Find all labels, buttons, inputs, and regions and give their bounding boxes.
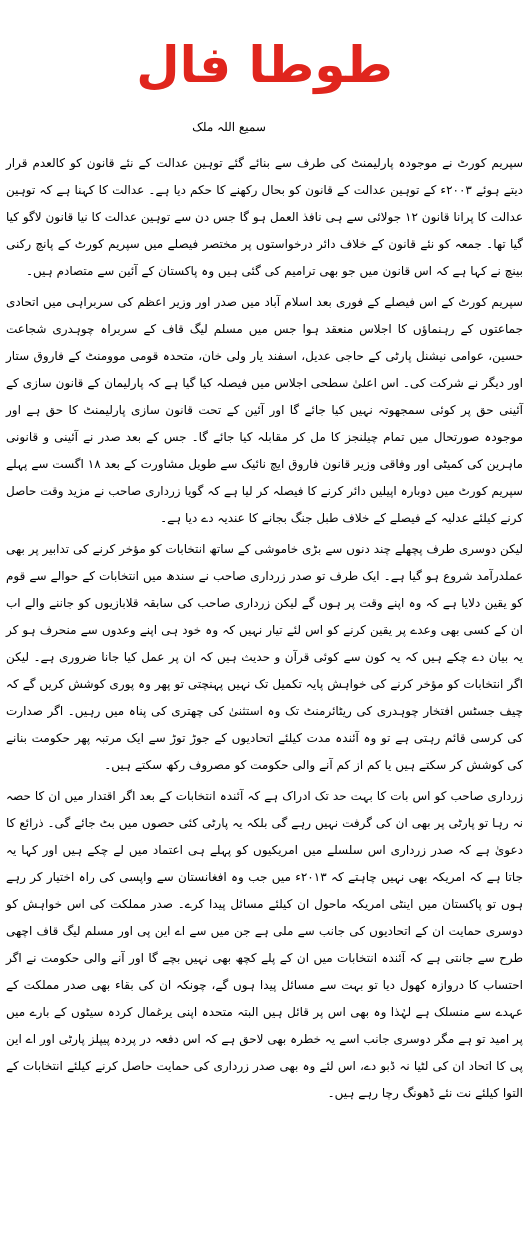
article-paragraph: سپریم کورٹ کے اس فیصلے کے فوری بعد اسلام آباد میں صدر اور وزیر اعظم کی سربراہی میں اتحادی جماعتوں کے رہنماؤں کا اجلاس منعقد ہوا جس میں مسلم لیگ قاف کے سربراہ چوہدری شجاعت حسین، عوامی نیشنل پارٹی کے حاجی عدیل، اسفند یار ولی خان، متحدہ قومی موومنٹ کے فاروق ستار اور دیگر نے شرکت کی۔ اس اعلیٰ سطحی اجلاس میں فیصلہ کیا گیا ہے کہ پارلیمان کے قانون سازی کے آئینی حق پر کوئی سمجھوتہ نہیں کیا جائے گا اور آئین کے تحت قانون سازی پارلیمنٹ کا حق ہے اور موجودہ صورتحال میں تمام چیلنجز کا مل کر مقابلہ کیا جائے گا۔ جس کے بعد صدر نے آئینی و قانونی ماہرین کی کمیٹی اور وفاقی وزیر قانون فاروق ایچ نائیک سے طویل مشاورت کے بعد ۱۸ اگست سے پہلے سپریم کورٹ میں دوبارہ اپیلیں دائر کرنے کا فیصلہ کر لیا ہے کہ گویا زرداری صاحب نے مزید وقت حاصل کرنے کیلئے عدلیہ کے فیصلے کے خلاف طبل جنگ بجانے کا عندیہ دے دیا ہے۔ xyxy=(6,295,523,525)
article-title: طوطا فال xyxy=(136,36,393,94)
article-paragraph: زرداری صاحب کو اس بات کا بہت حد تک ادراک ہے کہ آئندہ انتخابات کے بعد اگر اقتدار میں ان کا حصہ نہ رہا تو پارٹی پر بھی ان کی گرفت نہیں رہے گی بلکہ یہ پارٹی کئی حصوں میں بٹ جائے گی۔ ذرائع کا دعویٰ ہے کہ صدر زرداری اس سلسلے میں امریکیوں کو پہلے ہی اعتماد میں لے چکے ہیں اور کہا یہ جاتا ہے کہ امریکہ بھی نہیں چاہتے کہ ۲۰۱۳ء میں جب وہ افغانستان سے واپسی کی راہ اختیار کر رہے ہوں تو پاکستان میں اینٹی امریکہ ماحول ان کیلئے مسائل پیدا کرے۔ صدر مملکت کی اس خواہش کو دوسری حمایت ان کے اتحادیوں کی جانب سے ملی ہے جن میں سے اے این پی اور مسلم لیگ قاف اچھی طرح سے جانتی ہے کہ آئندہ انتخابات میں ان کے پلے کچھ بھی نہیں بچے گا اور آنے والی حکومت نے اگر احتساب کا دروازہ کھول دیا تو بہت سے مسائل پیدا ہوں گے، چونکہ ان کی بقاء بھی صدر مملکت کے عہدے سے منسلک ہے لہٰذا وہ بھی اس پر قائل ہیں البتہ متحدہ اپنی یرغمال کردہ سیٹوں کے بارے میں پر امید تو ہے مگر دوسری جانب اسے یہ خطرہ بھی لاحق ہے کہ اس دفعہ در پردہ پیپلز پارٹی اور اے این پی کا اتحاد ان کی لٹیا نہ ڈبو دے، اس لئے وہ بھی صدر زرداری کی حمایت حاصل کرنے کیلئے انتخابات کے التوا کیلئے نت نئے ڈھونگ رچا رہے ہیں۔ xyxy=(6,789,523,1100)
author-byline: سمیع اللہ ملک xyxy=(192,120,266,134)
article-paragraph: لیکن دوسری طرف پچھلے چند دنوں سے بڑی خاموشی کے ساتھ انتخابات کو مؤخر کرنے کی تدابیر پر بھی عملدرآمد شروع ہو گیا ہے۔ ایک طرف تو صدر زرداری صاحب نے سندھ میں انتخابات کے حوالے سے قوم کو یقین دلایا ہے کہ وہ اپنے وقت پر ہوں گے لیکن زرداری صاحب کی سابقہ قلابازیوں کو جاننے والے اب ان کے کسی بھی وعدے پر یقین کرنے کو اس لئے تیار نہیں کہ وہ خود ہی اپنے وعدوں سے منحرف ہو کر یہ بیان دے چکے ہیں کہ یہ کون سے کوئی قرآن و حدیث ہیں کہ ان پر عمل کیا جانا ضروری ہے۔ لیکن اگر انتخابات کو مؤخر کرنے کی خواہش پایہ تکمیل تک نہیں پہنچتی تو پھر وہ پوری کوشش کریں گے کہ چیف جسٹس افتخار چوہدری کی ریٹائرمنٹ تک وہ استثنیٰ کی چھتری کی پناہ میں رہیں۔ اگر صدارت کی کرسی قائم رہتی ہے تو وہ آئندہ مدت کیلئے اتحادیوں کے جوڑ توڑ سے ایک مرتبہ پھر حکومت بنانے کی کوشش کر سکتے ہیں یا کم از کم آنے والی حکومت کو مصروف رکھ سکتے ہیں۔ xyxy=(6,542,524,772)
article-paragraph: سپریم کورٹ نے موجودہ پارلیمنٹ کی طرف سے بنائے گئے توہین عدالت کے نئے قانون کو کالعدم قرار دیتے ہوئے ۲۰۰۳ء کے توہین عدالت کے قانون کو بحال رکھنے کا حکم دیا ہے۔ عدالت کا کہنا ہے کہ توہین عدالت کا پرانا قانون ۱۲ جولائی سے ہی نافذ العمل ہو گا جس دن سے توہین عدالت کا نیا قانون لاگو کیا گیا تھا۔ جمعہ کو نئے قانون کے خلاف دائر درخواستوں پر مختصر فیصلے میں سپریم کورٹ کے پانچ رکنی بینچ نے کہا ہے کہ اس قانون میں جو بھی ترامیم کی گئی ہیں وہ پاکستان کے آئین سے متصادم ہیں۔ xyxy=(6,156,523,278)
article-body xyxy=(6,150,523,1111)
